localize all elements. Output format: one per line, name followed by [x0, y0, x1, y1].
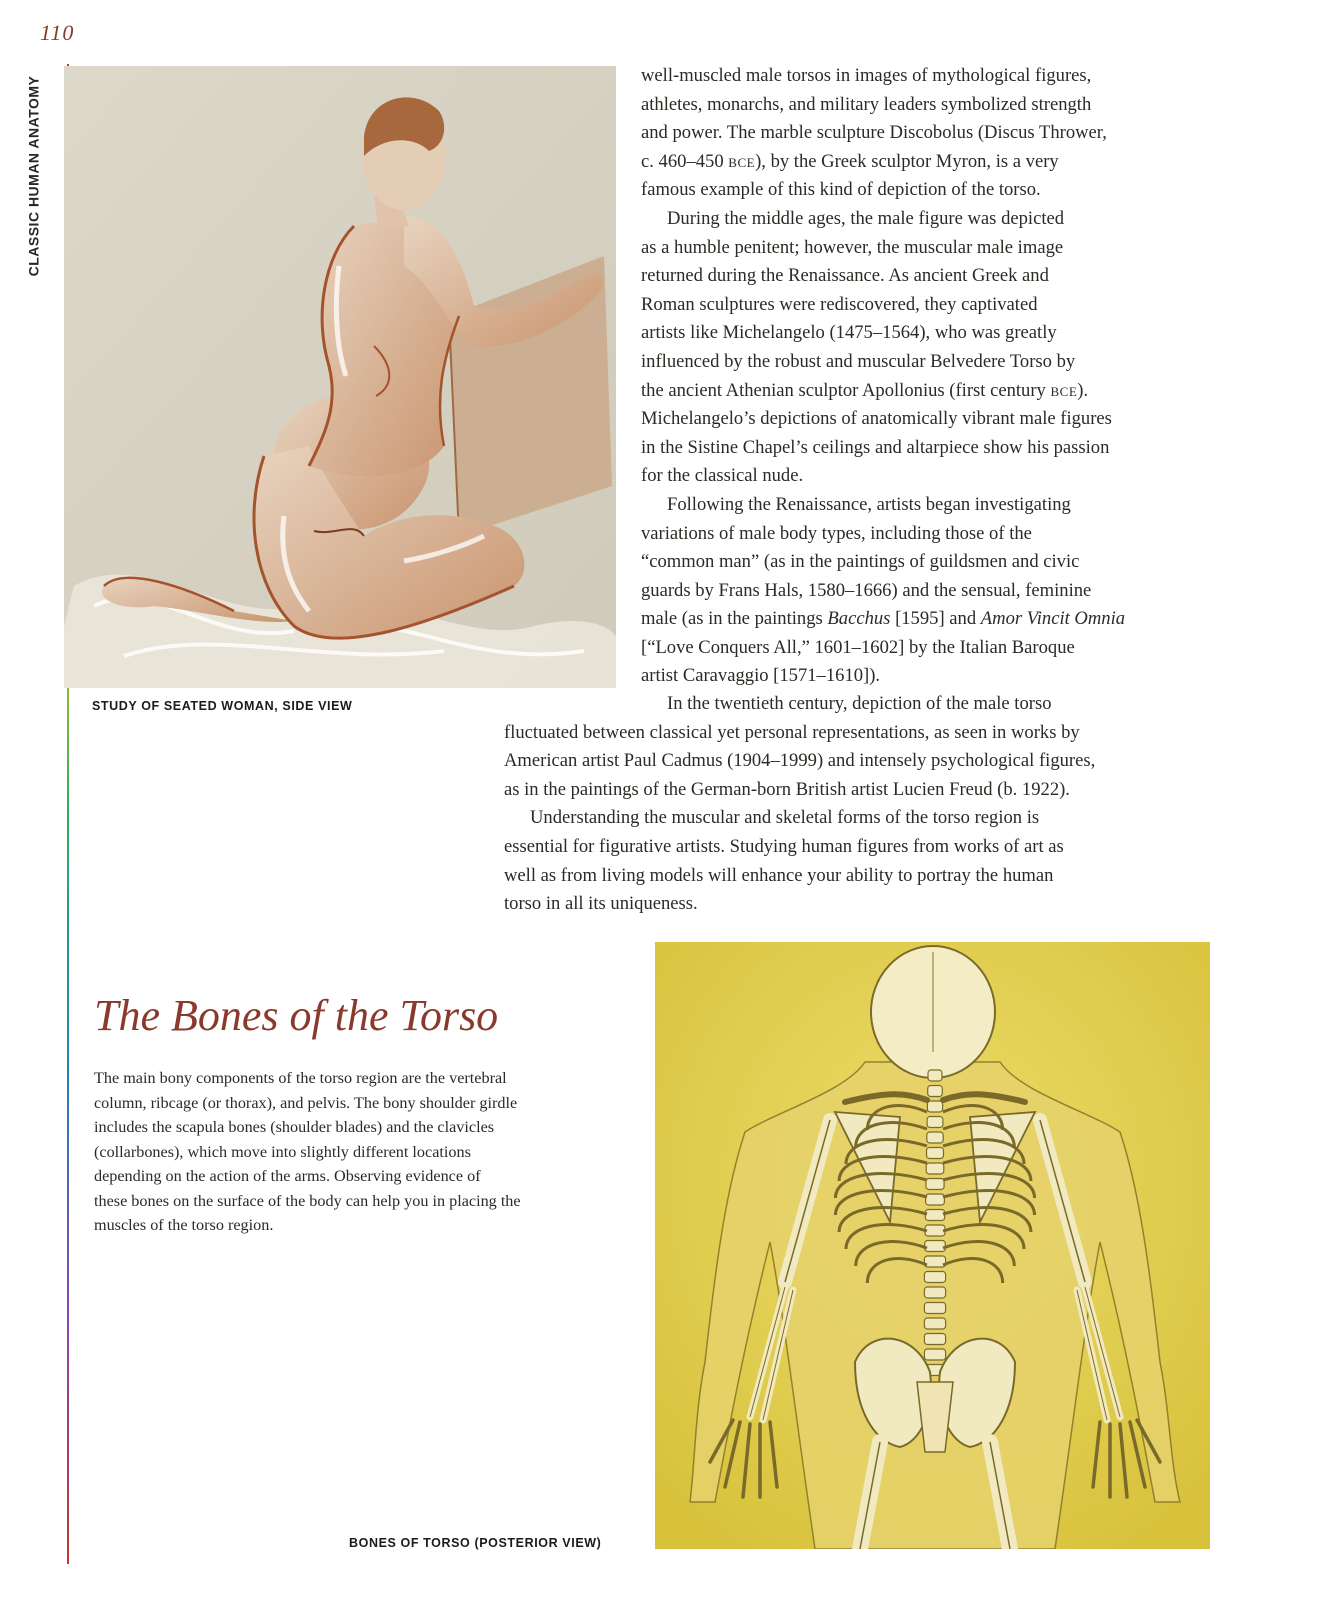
vertebra — [927, 1148, 944, 1159]
paragraph-3: Following the Renaissance, artists began investigating variations of male body types, including those of the “common man” (as in the paintings of guildsmen and civic guards by Frans Hals, 1580–1666) and the sensual, feminine male (as in the paintings Bacchus [1595] and Amor Vincit Omnia [“Love Conquers All,” 1601–1602] by the Italian Baroque artist Caravaggio [1571–1610]). — [641, 493, 1126, 687]
running-head-label: CLASSIC HUMAN ANATOMY — [25, 75, 42, 277]
vertebra — [924, 1318, 945, 1329]
figure-caption-top: STUDY OF SEATED WOMAN, SIDE VIEW — [92, 699, 353, 713]
body-text-wide — [504, 690, 1204, 919]
section-intro: The main bony components of the torso region are the vertebral column, ribcage (or thorax), and pelvis. The bony shoulder girdle includes the scapula bones (shoulder blades) and the clavicles (collarbones), which move into slightly different locations depending on the action of the arms. Observing evidence of these bones on the surface of the body can help you in placing the muscles of the torso region. — [94, 1069, 521, 1234]
vertebra — [927, 1117, 943, 1128]
paragraph-4: In the twentieth century, depiction of the male torso fluctuated between classical yet personal representations, as seen in works by American artist Paul Cadmus (1904–1999) and intensely psychological figures, as in the paintings of the German-born British artist Lucien Freud (b. 1922). — [504, 693, 1096, 800]
skeleton-posterior-illustration — [655, 942, 1210, 1549]
running-head — [18, 64, 48, 288]
body-text-column — [641, 62, 1201, 691]
vertebra — [927, 1132, 943, 1143]
vertebra — [926, 1163, 944, 1174]
vertebra — [924, 1272, 945, 1283]
vertebra — [925, 1225, 945, 1236]
vertebra — [924, 1303, 945, 1314]
seated-woman-sketch — [64, 66, 616, 688]
paragraph-5: Understanding the muscular and skeletal forms of the torso region is essential for figurative artists. Studying human figures from works of art as well as from living models will enhance your ability to portray the human torso in all its uniqueness. — [504, 807, 1064, 915]
figure-caption-bottom: BONES OF TORSO (POSTERIOR VIEW) — [349, 1536, 602, 1550]
vertebra — [928, 1086, 943, 1097]
vertebra — [924, 1287, 945, 1298]
vertebra — [926, 1194, 945, 1205]
vertebra — [924, 1334, 945, 1345]
vertebra — [926, 1179, 944, 1190]
paragraph-2: During the middle ages, the male figure was depicted as a humble penitent; however, the muscular male image returned during the Renaissance. As ancient Greek and Roman sculptures were rediscovered, they captivated artists like Michelangelo (1475–1564), who was greatly influenced by the robust and muscular Belvedere Torso by the ancient Athenian sculptor Apollonius (first century bce). Michelangelo’s depictions of anatomically vibrant male figures in the Sistine Chapel’s ceilings and altarpiece show his passion for the classical nude. — [641, 207, 1112, 487]
vertebra — [927, 1101, 942, 1112]
section-heading: The Bones of the Torso — [94, 991, 499, 1040]
vertebra — [924, 1256, 945, 1267]
vertebra — [928, 1070, 942, 1081]
page-number: 110 — [40, 20, 75, 45]
vertebra — [925, 1210, 944, 1221]
vertebra — [924, 1349, 945, 1360]
paragraph-1: well-muscled male torsos in images of mythological figures, athletes, monarchs, and military leaders symbolized strength and power. The marble sculpture Discobolus (Discus Thrower, c. 460–450 bce), by the Greek sculptor Myron, is a very famous example of this kind of depiction of the torso. — [641, 65, 1107, 201]
vertebra — [925, 1241, 946, 1252]
